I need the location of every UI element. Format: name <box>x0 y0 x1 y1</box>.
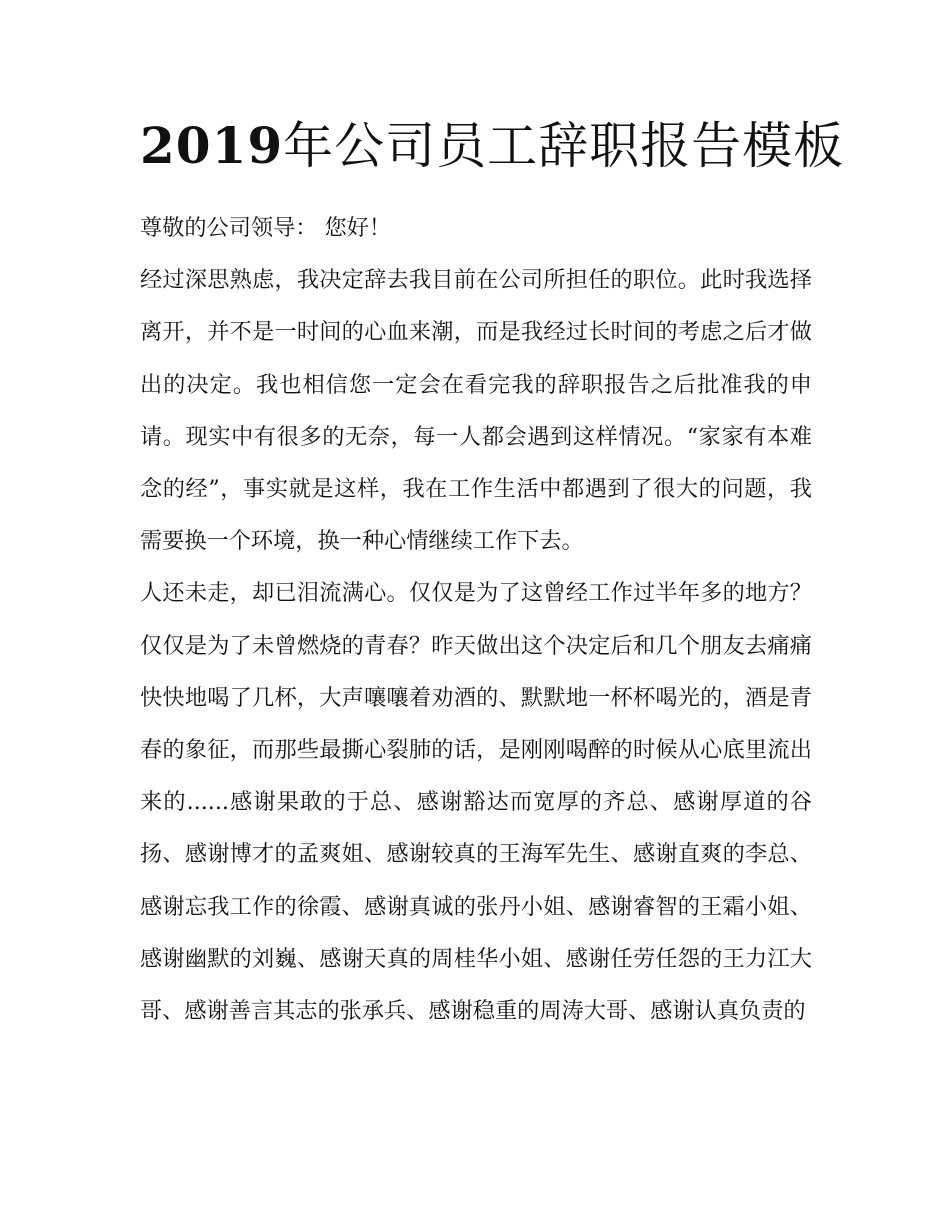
document-title <box>140 114 845 178</box>
greeting-line: 尊敬的公司领导： 您好！ <box>140 215 392 241</box>
paragraph-1: 经过深思熟虑，我决定辞去我目前在公司所担任的职位。此时我选择离开，并不是一时间的心血来潮，而是我经过长时间的考虑之后才做出的决定。我也相信您一定会在看完我的辞职报告之后批准我的申请。现实中有很多的无奈，每一人都会遇到这样情况。“家家有本难念的经”，事实就是这样，我在工作生活中都遇到了很大的问题，我需要换一个环境，换一种心情继续工作下去。 <box>140 267 812 555</box>
paragraph-2: 人还未走，却已泪流满心。仅仅是为了这曾经工作过半年多的地方？仅仅是为了未曾燃烧的青春？昨天做出这个决定后和几个朋友去痛痛快快地喝了几杯，大声嚷嚷着劝酒的、默默地一杯杯喝光的，酒是青春的象征，而那些最撕心裂肺的话，是刚刚喝醉的时候从心底里流出来的......感谢果敢的于总、感谢豁达而宽厚的齐总、感谢厚道的谷扬、感谢博才的孟爽姐、感谢较真的王海军先生、感谢直爽的李总、感谢忘我工作的徐霞、感谢真诚的张丹小姐、感谢睿智的王霜小姐、感谢幽默的刘巍、感谢天真的周桂华小姐、感谢任劳任怨的王力江大哥、感谢善言其志的张承兵、感谢稳重的周涛大哥、感谢认真负责的 <box>140 580 812 1025</box>
title-text: 年公司员工辞职报告模板 <box>283 117 845 175</box>
title-year: 2019 <box>140 116 284 175</box>
document-body <box>140 202 812 1037</box>
